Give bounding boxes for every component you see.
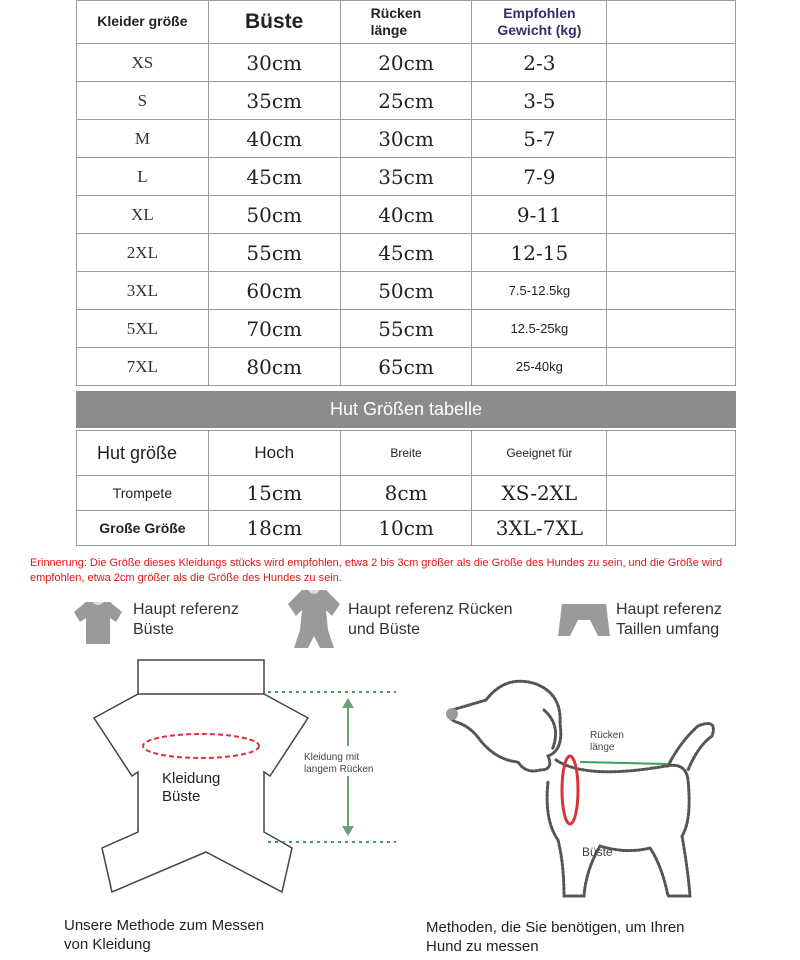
header-weight: Empfohlen Gewicht (kg) [472,1,607,44]
hat-table-title: Hut Größen tabelle [76,391,736,428]
weight-cell: 2-3 [472,44,607,82]
hat-row-height: 15cm [208,476,340,511]
back-length-cell: 50cm [340,272,472,310]
size-cell: M [77,120,209,158]
hat-row-width: 8cm [340,476,472,511]
weight-cell: 5-7 [472,120,607,158]
size-cell: 2XL [77,234,209,272]
size-cell: S [77,82,209,120]
back-length-cell: 65cm [340,348,472,386]
bust-cell: 50cm [208,196,340,234]
weight-cell: 3-5 [472,82,607,120]
size-cell: 3XL [77,272,209,310]
ref2-line2: und Büste [348,621,421,638]
garment-caption-line1: Unsere Methode zum Messen [64,917,265,934]
bust-cell: 30cm [208,44,340,82]
size-cell: 7XL [77,348,209,386]
hat-row-fit: XS-2XL [472,476,607,511]
size-cell: XS [77,44,209,82]
size-cell: XL [77,196,209,234]
size-cell: 5XL [77,310,209,348]
back-length-cell: 55cm [340,310,472,348]
hat-row-fit: 3XL-7XL [472,511,607,546]
empty-cell [607,120,736,158]
hat-header-height: Hoch [208,431,340,476]
size-row [77,234,736,272]
empty-cell [607,310,736,348]
hat-row-large [77,511,736,546]
size-cell: L [77,158,209,196]
empty-cell [607,272,736,310]
dog-back-line1: Rücken [590,730,624,741]
hat-row-trumpet [77,476,736,511]
back-length-cell: 40cm [340,196,472,234]
size-row [77,348,736,386]
ref2-line1: Haupt referenz Rücken [348,601,513,618]
weight-cell: 25-40kg [472,348,607,386]
size-row [77,196,736,234]
size-table-header [77,1,736,44]
ref3-line2: Taillen umfang [616,621,720,638]
ref1-line1: Haupt referenz [133,601,239,618]
bust-cell: 55cm [208,234,340,272]
hat-table [76,430,736,546]
weight-cell: 7.5-12.5kg [472,272,607,310]
header-bust: Büste [208,1,340,44]
hat-row-width: 10cm [340,511,472,546]
bust-cell: 45cm [208,158,340,196]
size-row [77,44,736,82]
bust-cell: 60cm [208,272,340,310]
bust-ellipse [143,734,259,758]
empty-cell [607,234,736,272]
hat-header-fit: Geeignet für [472,431,607,476]
bust-cell: 80cm [208,348,340,386]
size-row [77,120,736,158]
back-length-cell: 25cm [340,82,472,120]
hat-row-size: Trompete [77,476,209,511]
hat-table-header [77,431,736,476]
size-table [76,0,736,386]
garment-length-line1: Kleidung mit [304,752,360,763]
size-row [77,158,736,196]
size-row [77,272,736,310]
weight-cell: 9-11 [472,196,607,234]
back-length-cell: 20cm [340,44,472,82]
hat-row-empty [607,476,736,511]
garment-length-line2: langem Rücken [304,764,374,775]
empty-cell [607,196,736,234]
hat-header-empty [607,431,736,476]
bust-cell: 40cm [208,120,340,158]
bust-cell: 70cm [208,310,340,348]
dog-bust-label: Büste [582,845,613,859]
ref3-line1: Haupt referenz [616,601,722,618]
header-empty [607,1,736,44]
empty-cell [607,44,736,82]
garment-bust-line2: Büste [162,788,201,805]
bodysuit-icon [286,588,342,652]
hat-row-size: Große Größe [77,511,209,546]
weight-cell: 7-9 [472,158,607,196]
hat-row-empty [607,511,736,546]
hat-header-size: Hut größe [77,431,209,476]
bust-cell: 35cm [208,82,340,120]
size-row [77,310,736,348]
size-reminder-note: Erinnerung: Die Größe dieses Kleidungs stücks wird empfohlen, etwa 2 bis 3cm größer als die Größe des Hundes zu sein, und die Größe wird empfohlen, etwa 2cm größer als die Größe des Hundes zu sein. [30,557,723,584]
weight-cell: 12.5-25kg [472,310,607,348]
weight-cell: 12-15 [472,234,607,272]
dog-diagram [436,670,736,910]
hat-row-height: 18cm [208,511,340,546]
hat-header-width: Breite [340,431,472,476]
pants-icon [556,602,612,642]
size-row [77,82,736,120]
header-back-length: Rücken länge [340,1,472,44]
garment-caption-line2: von Kleidung [64,936,151,953]
empty-cell [607,158,736,196]
back-length-cell: 30cm [340,120,472,158]
empty-cell [607,348,736,386]
garment-bust-line1: Kleidung [162,770,221,787]
back-length-cell: 35cm [340,158,472,196]
dog-caption-line1: Methoden, die Sie benötigen, um Ihren [426,919,685,936]
dog-back-line2: länge [590,742,615,753]
empty-cell [607,82,736,120]
garment-diagram [86,656,406,920]
dog-caption-line2: Hund zu messen [426,938,539,955]
shirt-icon [72,598,124,648]
header-size: Kleider größe [77,1,209,44]
ref1-line2: Büste [133,621,174,638]
back-length-cell: 45cm [340,234,472,272]
